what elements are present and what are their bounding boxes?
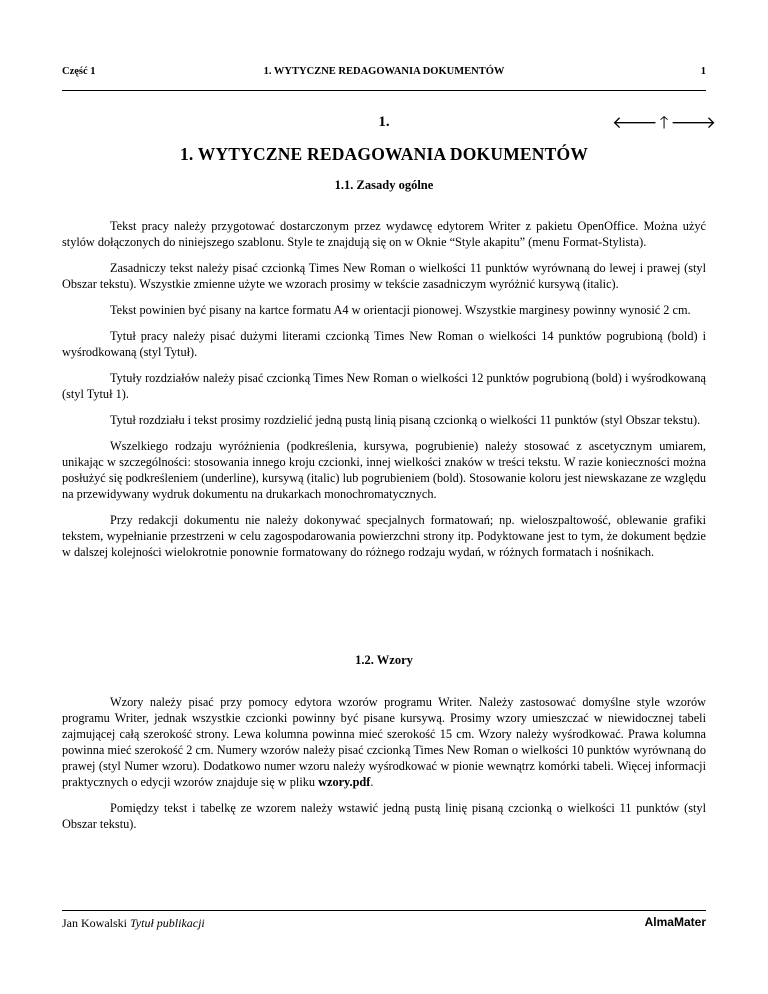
header-part-label: Część 1 [62, 66, 96, 77]
paragraph-end: . [370, 775, 374, 789]
paragraph-text: Wzory należy pisać przy pomocy edytora wzorów programu Writer. Należy zastosować domyślne style wzorów programu Writer, jednak wszystkie czcionki powinny być pisane kursywą. Prosimy wzory umieszczać w niewidocznej tabeli zajmującej całą szerokość strony. Lewa kolumna powinna mieć szerokość 15 cm. Wzory należy wyśrodkować. Prawa kolumna powinna mieć szerokość 2 cm. Numery wzorów należy pisać czcionką Times New Roman o wielkości 10 punktów wyrównaną do prawej (styl Numer wzoru). Dodatkowo numer wzoru należy wyśrodkować w pionie wewnątrz komórki tabeli. Więcej informacji praktycznych o edycji wzorów znajduje się w pliku [62, 695, 706, 789]
arrow-right-icon[interactable]: 🡒 [670, 113, 719, 132]
header-chapter-title: 1. WYTYCZNE REDAGOWANIA DOKUMENTÓW [263, 66, 505, 77]
paragraph: Pomiędzy tekst i tabelkę ze wzorem należy wstawić jedną pustą linię pisaną czcionką o wielkości 11 punktów (styl Obszar tekstu). [62, 801, 706, 831]
paragraph: Tytuł rozdziału i tekst prosimy rozdzielić jedną pustą linią pisaną czcionką o wielkości 11 punktów (styl Obszar tekstu). [110, 413, 701, 427]
section-title-general: 1.1. Zasady ogólne [334, 178, 434, 192]
footer-publisher: AlmaMater [644, 915, 706, 929]
header-page-number: 1 [700, 66, 706, 77]
section-body-formulas [62, 694, 706, 842]
paragraph [62, 694, 706, 790]
section-body-general [62, 218, 706, 570]
section-title-formulas: 1.2. Wzory [355, 653, 413, 667]
paragraph: Wszelkiego rodzaju wyróżnienia (podkreślenia, kursywa, pogrubienie) należy stosować z ascetycznym umiarem, unikając w szczególności: stosowania innego kroju czcionki, innej wielkości znaków w treści tekstu. W razie konieczności można posłużyć się podkreśleniem (underline), kursywą (italic) lub pogrubieniem (bold). Stosowanie koloru jest niewskazane ze względu na przewidywany wydruk dokumentu na drukarkach monochromatycznych. [62, 439, 706, 501]
paragraph: Tekst powinien być pisany na kartce formatu A4 w orientacji pionowej. Wszystkie marginesy powinny wynosić 2 cm. [110, 303, 691, 317]
chapter-title: 1. WYTYCZNE REDAGOWANIA DOKUMENTÓW [179, 144, 589, 164]
arrow-up-icon[interactable]: 🡑 [659, 113, 671, 132]
header-rule [62, 90, 706, 91]
paragraph: Zasadniczy tekst należy pisać czcionką Times New Roman o wielkości 11 punktów wyrównaną do lewej i prawej (styl Obszar tekstu). Wszystkie zmienne użyte we wzorach prosimy w tekście zasadniczym wyróżnić kursywą (italic). [62, 261, 706, 291]
paragraph: Przy redakcji dokumentu nie należy dokonywać specjalnych formatowań; np. wieloszpaltowość, oblewanie grafiki tekstem, wypełnianie przestrzeni w celu zagospodarowania powierzchni strony itp. Podyktowane jest to tym, że dokument będzie w dalszej kolejności wielokrotnie ponownie formatowany do różnego rodzaju wydań, w różnych formatach i nośnikach. [62, 513, 706, 559]
paragraph: Tytuły rozdziałów należy pisać czcionką Times New Roman o wielkości 12 punktów pogrubioną (bold) i wyśrodkowaną (styl Tytuł 1). [62, 371, 706, 401]
chapter-number: 1. [378, 114, 390, 130]
footer-author: Jan Kowalski [62, 916, 127, 930]
footer-publication: Tytuł publikacji [130, 916, 205, 930]
file-name: wzory.pdf [318, 775, 371, 789]
footer-rule [62, 910, 706, 911]
chapter-navigation [612, 110, 718, 139]
arrow-left-icon[interactable]: 🡐 [612, 113, 660, 132]
paragraph: Tekst pracy należy przygotować dostarczonym przez wydawcę edytorem Writer z pakietu OpenOffice. Można użyć stylów dołączonych do niniejszego szablonu. Style te znajdują się on w Oknie “Style akapitu” (menu Format-Stylista). [62, 219, 706, 249]
footer-author-title [62, 916, 205, 931]
paragraph: Tytuł pracy należy pisać dużymi literami czcionką Times New Roman o wielkości 14 punktów pogrubioną (bold) i wyśrodkowaną (styl Tytuł). [62, 329, 706, 359]
running-header [62, 66, 706, 86]
